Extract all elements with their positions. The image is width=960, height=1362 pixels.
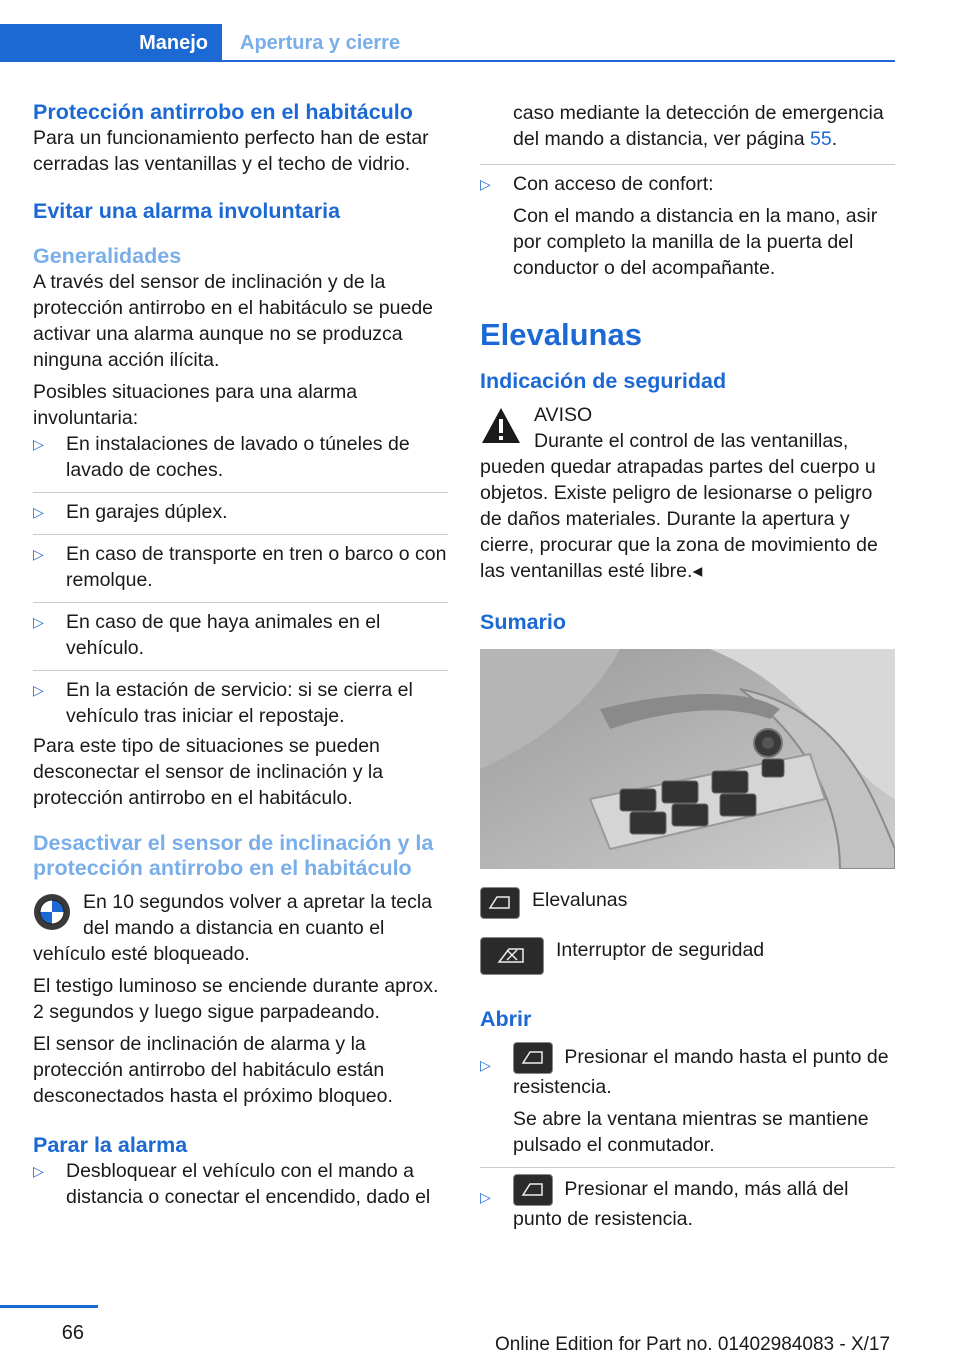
list-item: ▷ Desbloquear el vehículo con el mando a distancia o conectar el encendido, dado el (33, 1160, 431, 1208)
safety-switch-icon (480, 937, 544, 975)
page-number: 66 (61, 1322, 84, 1344)
list-item: ▷ En caso de que haya animales en el vehículo. (33, 609, 448, 671)
triangle-bullet-icon: ▷ (480, 1189, 491, 1205)
legend-interruptor (480, 937, 895, 975)
page-link-55[interactable]: 55 (810, 128, 832, 150)
triangle-bullet-icon: ▷ (33, 546, 44, 562)
window-switch-icon (480, 887, 520, 919)
abrir-1b-text: Se abre la ventana mientras se mantiene pulsado el conmutador. (513, 1108, 869, 1156)
para-posibles: Posibles situaciones para una alarma involuntaria: (33, 381, 358, 429)
list-item: ▷ En caso de transporte en tren o barco o con remolque. (33, 541, 448, 603)
situations-list (33, 431, 448, 733)
parar-list-continued (480, 100, 895, 285)
heading-abrir: Abrir (480, 1007, 532, 1031)
triangle-bullet-icon: ▷ (480, 176, 491, 192)
para-generalidades: A través del sensor de inclinación y de la protección antirrobo en el habitáculo se puede activar una alarma aunque no se produzca ninguna acción ilícita. (33, 271, 434, 371)
tab-manejo[interactable]: Manejo (0, 24, 222, 62)
legend-interruptor-label: Interruptor de seguridad (556, 939, 765, 961)
triangle-bullet-icon: ▷ (33, 682, 44, 698)
warning-triangle-icon (480, 405, 522, 447)
window-switch-icon (513, 1042, 553, 1074)
abrir-1-text: Presionar el mando hasta el punto de resistencia. (513, 1046, 889, 1098)
remote-key-icon (33, 893, 71, 931)
list-item (480, 1174, 895, 1236)
heading-parar-alarma: Parar la alarma (33, 1133, 188, 1157)
remote-key-block (33, 889, 448, 967)
confort-title: Con acceso de confort: (513, 173, 714, 195)
edition-footer: Online Edition for Part no. 01402984083 - X/17 (495, 1334, 891, 1355)
para-sensor-desconectado: El sensor de inclinación de alarma y la protección antirrobo del habitáculo están desconectados hasta el próximo bloqueo. (33, 1033, 393, 1107)
right-column (480, 100, 895, 1236)
left-column (33, 100, 448, 1214)
triangle-bullet-icon: ▷ (33, 614, 44, 630)
heading-indicacion-seguridad: Indicación de seguridad (480, 369, 727, 393)
triangle-bullet-icon: ▷ (480, 1057, 491, 1073)
para-10-segundos: En 10 segundos volver a apretar la tecla del mando a distancia en cuanto el vehículo esté bloqueado. (33, 891, 433, 965)
list-item: ▷ En la estación de servicio: si se cierra el vehículo tras iniciar el repostaje. (33, 679, 413, 727)
heading-generalidades: Generalidades (33, 244, 182, 268)
abrir-2-text: Presionar el mando, más allá del punto de resistencia. (513, 1178, 849, 1230)
heading-evitar-alarma: Evitar una alarma involuntaria (33, 199, 341, 223)
heading-proteccion: Protección antirrobo en el habitáculo (33, 100, 413, 124)
para-para-este: Para este tipo de situaciones se pueden desconectar el sensor de inclinación y la protección antirrobo en el habitáculo. (33, 735, 384, 809)
footer-accent-bar (0, 1305, 98, 1308)
para-proteccion: Para un funcionamiento perfecto han de estar cerradas las ventanillas y el techo de vidrio. (33, 127, 429, 175)
list-item: ▷ En garajes dúplex. (33, 499, 448, 535)
triangle-bullet-icon: ▷ (33, 1163, 44, 1179)
list-item (480, 171, 895, 285)
confort-text: Con el mando a distancia en la mano, asir por completo la manilla de la puerta del conductor o del acompañante. (513, 205, 878, 279)
triangle-bullet-icon: ▷ (33, 436, 44, 452)
aviso-label: AVISO (534, 404, 593, 426)
warning-block (480, 402, 895, 584)
window-switch-icon (513, 1174, 553, 1206)
header-divider (0, 60, 895, 62)
heading-sumario: Sumario (480, 610, 567, 634)
aviso-text: Durante el control de las ventanillas, pueden quedar atrapadas partes del cuerpo u objetos. Existe peligro de lesionarse o peligro de daños materiales. Durante la apertura y cierre, procurar que la zona de movimiento de las ventanillas esté libre.◂ (480, 430, 878, 582)
legend-elevalunas-label: Elevalunas (532, 889, 628, 911)
header-tab-bar (0, 24, 895, 62)
triangle-bullet-icon: ▷ (33, 504, 44, 520)
para-testigo: El testigo luminoso se enciende durante aprox. 2 segundos y luego sigue parpadeando. (33, 975, 439, 1023)
heading-desactivar: Desactivar el sensor de inclinación y la protección antirrobo en el habitáculo (33, 831, 434, 880)
list-item: ▷ En instalaciones de lavado o túneles de lavado de coches. (33, 431, 448, 493)
abrir-list (480, 1042, 895, 1236)
list-item: caso mediante la detección de emergencia del mando a distancia, ver página 55. (480, 100, 895, 165)
parar-list (33, 1158, 448, 1214)
list-item (480, 1042, 895, 1168)
tab-apertura-y-cierre[interactable]: Apertura y cierre (240, 32, 401, 54)
legend-elevalunas (480, 887, 895, 919)
door-panel-switches-photo (480, 649, 895, 869)
heading-elevalunas: Elevalunas (480, 317, 642, 352)
